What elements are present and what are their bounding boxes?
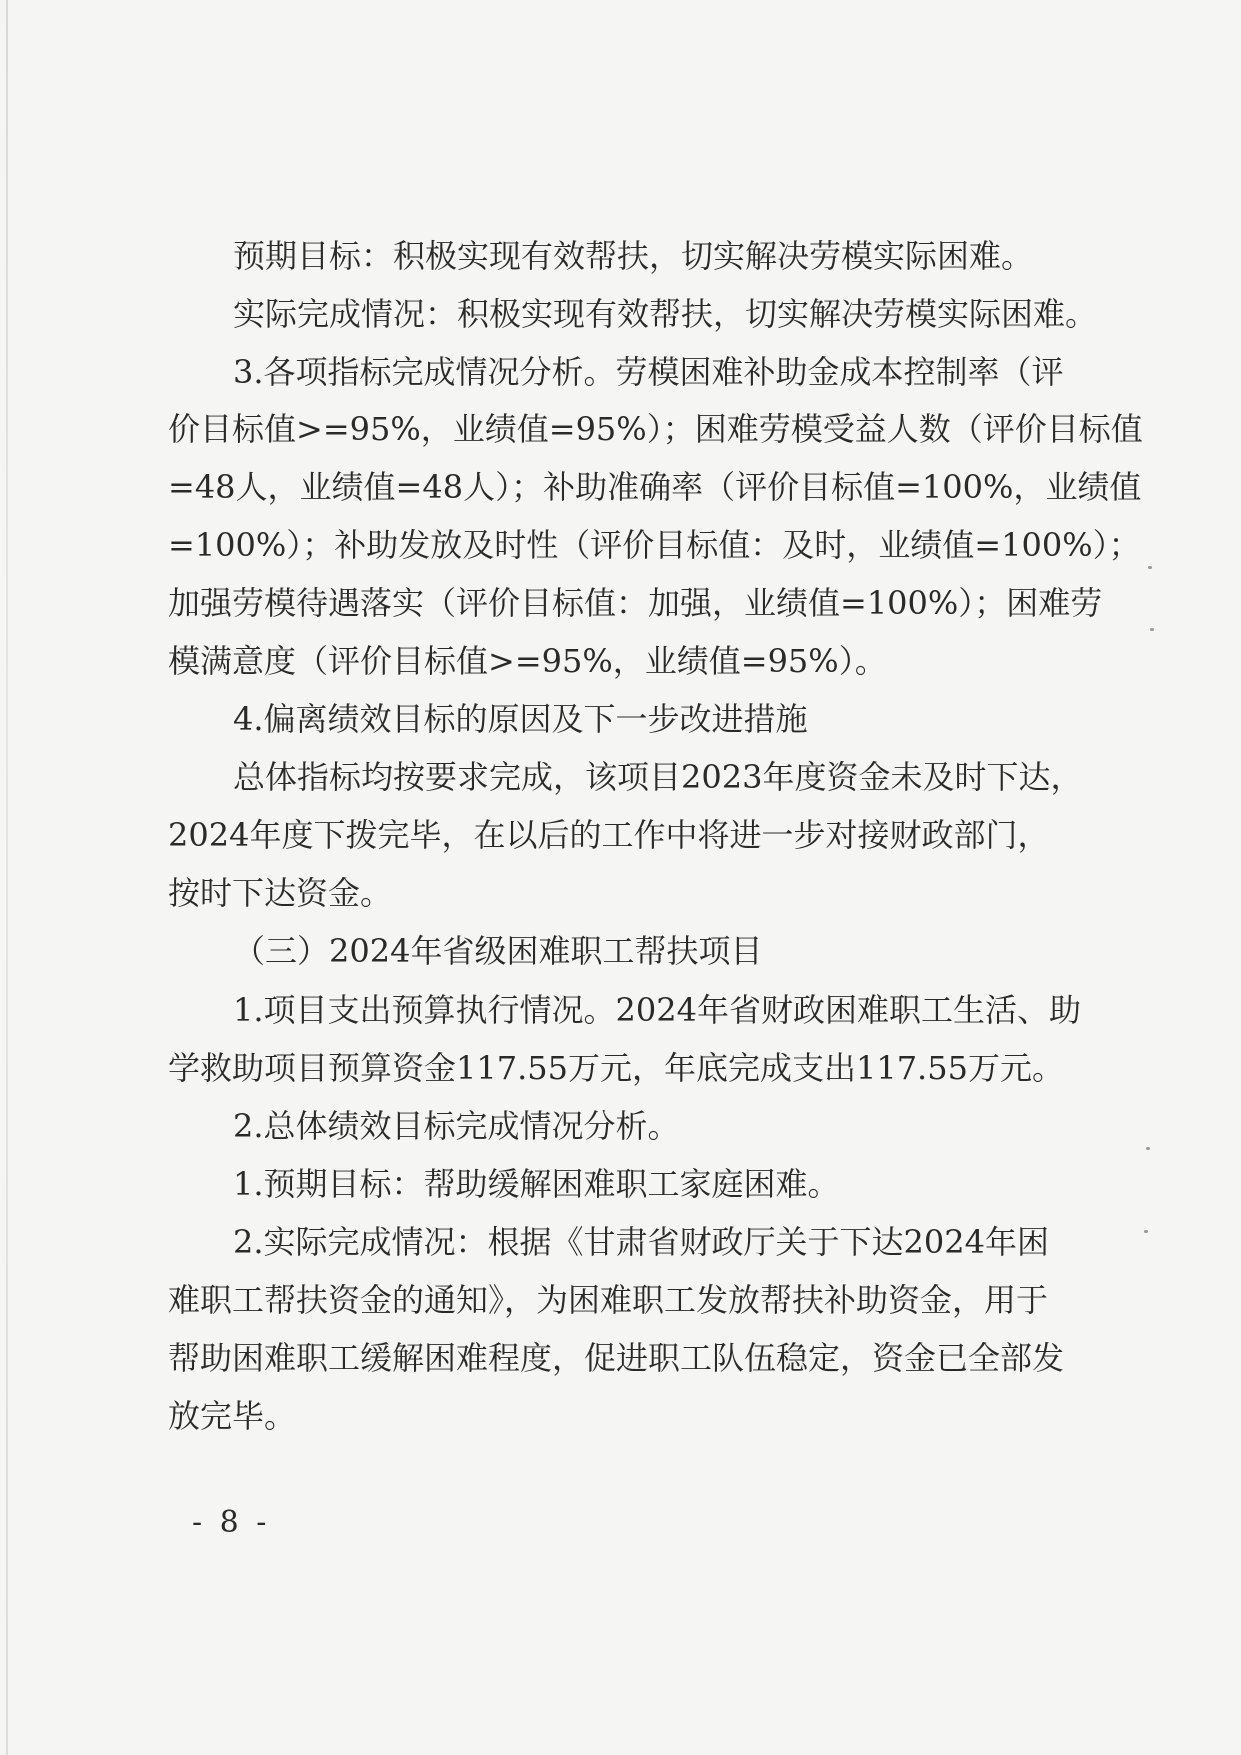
paragraph-line: 2024年度下拨完毕，在以后的工作中将进一步对接财政部门， bbox=[168, 816, 1050, 854]
scan-speck bbox=[1148, 566, 1152, 569]
paragraph-line: =100%）；补助发放及时性（评价目标值：及时，业绩值=100%）； bbox=[168, 526, 1141, 564]
scan-speck bbox=[1150, 628, 1154, 631]
paragraph-line: 帮助困难职工缓解困难程度，促进职工队伍稳定，资金已全部发 bbox=[168, 1339, 1065, 1377]
paragraph-line: 总体指标均按要求完成，该项目2023年度资金未及时下达， bbox=[233, 758, 1083, 796]
scan-speck bbox=[1146, 1147, 1150, 1150]
paragraph-line: 2.总体绩效目标完成情况分析。 bbox=[233, 1107, 680, 1145]
paragraph-line: 1.项目支出预算执行情况。2024年省财政困难职工生活、助 bbox=[233, 991, 1081, 1029]
paragraph-line: 3.各项指标完成情况分析。劳模困难补助金成本控制率（评 bbox=[233, 353, 1064, 391]
paragraph-line: 难职工帮扶资金的通知》，为困难职工发放帮扶补助资金，用于 bbox=[168, 1281, 1049, 1319]
paragraph-line: 2.实际完成情况：根据《甘肃省财政厅关于下达2024年困 bbox=[233, 1223, 1049, 1261]
paragraph-line: =48人，业绩值=48人）；补助准确率（评价目标值=100%，业绩值 bbox=[168, 468, 1142, 506]
paragraph-line: 放完毕。 bbox=[168, 1397, 297, 1435]
paragraph-line: 模满意度（评价目标值>=95%，业绩值=95%）。 bbox=[168, 642, 887, 680]
paragraph-line: 1.预期目标：帮助缓解困难职工家庭困难。 bbox=[233, 1165, 840, 1203]
paragraph-line: 按时下达资金。 bbox=[168, 874, 393, 912]
paragraph-line: 预期目标：积极实现有效帮扶，切实解决劳模实际困难。 bbox=[233, 237, 1034, 275]
section-heading: 4.偏离绩效目标的原因及下一步改进措施 bbox=[233, 700, 808, 738]
paragraph-line: 学救助项目预算资金117.55万元，年底完成支出117.55万元。 bbox=[168, 1049, 1064, 1087]
page-number: - 8 - bbox=[192, 1505, 271, 1540]
paragraph-line: 价目标值>=95%，业绩值=95%）；困难劳模受益人数（评价目标值 bbox=[168, 410, 1143, 448]
section-heading: （三）2024年省级困难职工帮扶项目 bbox=[233, 932, 763, 970]
scan-speck bbox=[1144, 1230, 1148, 1233]
paragraph-line: 加强劳模待遇落实（评价目标值：加强，业绩值=100%）；困难劳 bbox=[168, 584, 1103, 622]
paragraph-line: 实际完成情况：积极实现有效帮扶，切实解决劳模实际困难。 bbox=[233, 295, 1098, 333]
